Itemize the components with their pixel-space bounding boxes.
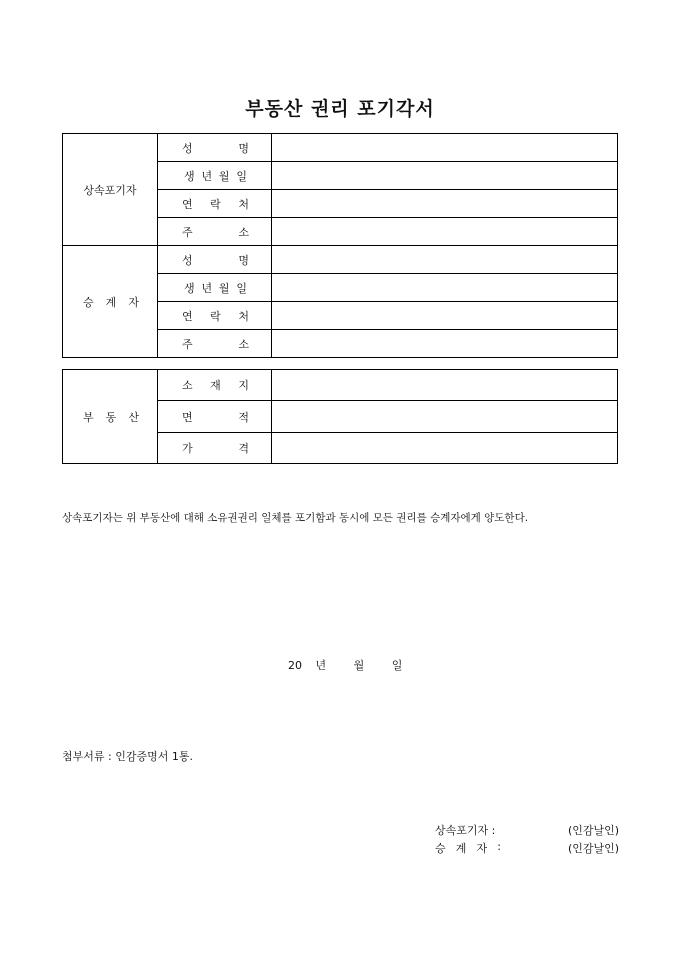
date-month: 월 bbox=[353, 659, 365, 672]
renouncer-address-label: 주 소 bbox=[158, 218, 272, 246]
renouncer-contact-label: 연 락 처 bbox=[158, 190, 272, 218]
successor-seal-placeholder[interactable]: (인감날인) bbox=[568, 842, 620, 855]
renouncer-seal-placeholder[interactable]: (인감날인) bbox=[568, 824, 620, 837]
date-year: 년 bbox=[315, 659, 327, 672]
attachment-note: 첨부서류 : 인감증명서 1통. bbox=[62, 750, 193, 763]
renouncer-group-label: 상속포기자 bbox=[63, 134, 158, 246]
date-day: 일 bbox=[391, 659, 403, 672]
successor-address-label: 주 소 bbox=[158, 330, 272, 358]
successor-name-label: 성 명 bbox=[158, 246, 272, 274]
property-table bbox=[62, 369, 618, 464]
property-group-label: 부 동 산 bbox=[63, 370, 158, 464]
successor-name-field[interactable] bbox=[272, 246, 618, 274]
renouncer-address-field[interactable] bbox=[272, 218, 618, 246]
property-area-field[interactable] bbox=[272, 401, 618, 433]
renunciation-statement: 상속포기자는 위 부동산에 대해 소유권권리 일체를 포기함과 동시에 모든 권리를 승계자에게 양도한다. bbox=[62, 512, 529, 524]
property-price-label: 가 격 bbox=[158, 433, 272, 464]
successor-birth-field[interactable] bbox=[272, 274, 618, 302]
property-area-label: 면 적 bbox=[158, 401, 272, 433]
party-table bbox=[62, 133, 618, 358]
successor-contact-field[interactable] bbox=[272, 302, 618, 330]
renouncer-name-label: 성 명 bbox=[158, 134, 272, 162]
successor-contact-label: 연 락 처 bbox=[158, 302, 272, 330]
successor-group-label: 승 계 자 bbox=[63, 246, 158, 358]
successor-address-field[interactable] bbox=[272, 330, 618, 358]
renouncer-signature-label: 상속포기자 : bbox=[435, 824, 496, 837]
date-year-prefix: 20 bbox=[288, 659, 302, 672]
renouncer-birth-label: 생 년 월 일 bbox=[158, 162, 272, 190]
document-title: 부동산 권리 포기각서 bbox=[245, 98, 435, 120]
renouncer-name-field[interactable] bbox=[272, 134, 618, 162]
renouncer-birth-field[interactable] bbox=[272, 162, 618, 190]
property-price-field[interactable] bbox=[272, 433, 618, 464]
date-line bbox=[288, 657, 402, 673]
successor-birth-label: 생 년 월 일 bbox=[158, 274, 272, 302]
successor-signature-label: 승 계 자 : bbox=[435, 840, 501, 855]
property-location-label: 소 재 지 bbox=[158, 370, 272, 401]
property-location-field[interactable] bbox=[272, 370, 618, 401]
renouncer-contact-field[interactable] bbox=[272, 190, 618, 218]
